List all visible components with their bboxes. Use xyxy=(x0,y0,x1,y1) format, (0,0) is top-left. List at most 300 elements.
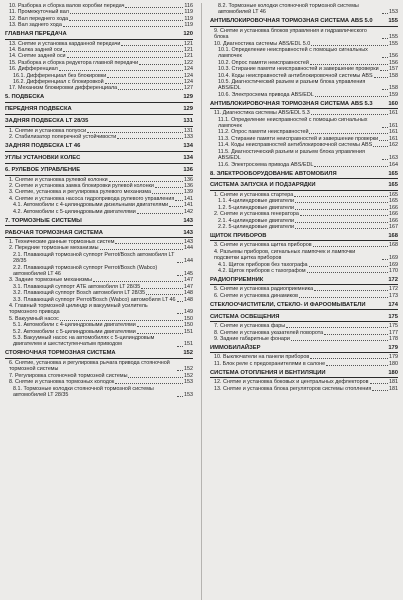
toc-entry-title: 4.2. Автомобили с 5-цилиндровыми двигателями xyxy=(13,208,136,215)
toc-page-number: 142 xyxy=(184,208,193,215)
toc-leader-dots xyxy=(295,202,388,203)
toc-leader-dots xyxy=(117,138,183,139)
toc-entry-title: 16.2. Дифференциал с блокировкой xyxy=(13,79,104,86)
toc-entry-title: 6. Снятие, установка и регулировка рычага привода стояночной тормозной системы xyxy=(9,359,170,373)
toc-page-number: 129 xyxy=(183,94,193,101)
toc-leader-dots xyxy=(382,13,388,14)
toc-leader-dots xyxy=(137,213,183,214)
toc-entry-title: 2.2. Плавающий тормозной суппорт Perrot/Bosch (Wabco) автомобилей LT 46 xyxy=(13,264,158,278)
toc-page-number: 131 xyxy=(183,118,193,125)
toc-entry-title: 2. Передние тормозные механизмы xyxy=(9,245,99,252)
toc-leader-dots xyxy=(372,390,388,391)
toc-entry-title: 2. Стабилизатор поперечной устойчивости xyxy=(9,134,117,141)
toc-leader-dots xyxy=(115,383,183,384)
toc-page-number: 164 xyxy=(389,161,398,168)
toc-entry-title: 1.1. 4-цилиндровые двигатели xyxy=(218,198,295,205)
toc-entry xyxy=(210,361,398,367)
toc-entry-title: 11.1. Определение неисправностей с помощью сигнальных лампочек xyxy=(218,116,368,130)
toc-entry-title: 4. Главный тормозной цилиндр и вакуумный усилитель тормозного привода xyxy=(9,303,148,316)
toc-leader-dots xyxy=(121,45,183,46)
toc-leader-dots xyxy=(137,333,183,334)
toc-page-number: 136 xyxy=(184,182,193,189)
toc-page-number: 165 xyxy=(388,170,398,177)
toc-page-number: 179 xyxy=(389,354,398,361)
toc-entry xyxy=(210,3,398,16)
toc-entry xyxy=(5,360,193,373)
toc-leader-dots xyxy=(309,266,389,267)
toc-entry-title: 11.3. Стирание памяти неисправностей и завершение проверки xyxy=(218,135,379,142)
toc-leader-dots xyxy=(177,262,183,263)
toc-section-heading xyxy=(5,94,193,102)
toc-page-number: 152 xyxy=(183,350,193,357)
toc-entry xyxy=(210,28,398,41)
toc-entry-title: 5. Вакуумный насос xyxy=(9,315,59,322)
toc-leader-dots xyxy=(313,246,388,247)
toc-entry-title: 9. Снятие и установка блоков управления и гидравлического блока xyxy=(214,27,367,41)
toc-page-number: 178 xyxy=(389,335,398,342)
toc-entry xyxy=(210,117,398,130)
toc-page-number: 152 xyxy=(184,366,193,373)
toc-entry-title: РАДИОПРИЕМНИК xyxy=(210,276,264,283)
toc-page-number: 144 xyxy=(184,258,193,265)
toc-page-number: 175 xyxy=(388,313,398,320)
toc-page-number: 177 xyxy=(389,329,398,336)
toc-entry-title: 2. Снятие и установка генератора xyxy=(214,211,299,218)
toc-entry xyxy=(210,386,398,392)
toc-entry-title: 8. Снятие и установка тормозных колодок xyxy=(9,379,115,386)
toc-page-number: 148 xyxy=(184,290,193,297)
toc-entry-title: 8.2. Тормозные колодки стояночной тормозной системы автомобилей LT 46 xyxy=(218,3,359,16)
toc-entry-title: АНТИБЛОКИРОВОЧНАЯ ТОРМОЗНАЯ СИСТЕМА ABS 5.0 xyxy=(210,18,373,25)
toc-page-number: 156 xyxy=(389,59,398,66)
toc-section-heading xyxy=(210,370,398,378)
toc-entry-title: 10.2. Опрос памяти неисправностей xyxy=(218,59,309,66)
toc-page-number: 166 xyxy=(389,217,398,224)
toc-section-heading xyxy=(5,143,193,151)
toc-entry-title: ГЛАВНАЯ ПЕРЕДАЧА xyxy=(5,31,67,38)
toc-entry-title: 4.1. Щиток приборов без тахографа xyxy=(218,261,308,268)
toc-section-heading xyxy=(5,350,193,358)
toc-page-number: 136 xyxy=(184,176,193,183)
toc-section-heading xyxy=(5,218,193,226)
toc-entry-title: СИСТЕМА ЗАПУСКА И ПОДЗАРЯДКИ xyxy=(210,182,316,189)
toc-leader-dots xyxy=(379,140,388,141)
toc-page-number: 161 xyxy=(389,123,398,130)
toc-leader-dots xyxy=(315,96,388,97)
toc-page-number: 143 xyxy=(183,217,193,224)
toc-entry-title: 10. Разборка и сборка валов коробки передач xyxy=(9,3,125,9)
toc-page-number: 127 xyxy=(184,85,193,92)
toc-page-number: 172 xyxy=(389,286,398,293)
toc-leader-dots xyxy=(326,365,388,366)
toc-page-number: 139 xyxy=(184,189,193,196)
toc-page-number: 165 xyxy=(388,182,398,189)
toc-page-number: 121 xyxy=(184,47,193,54)
toc-leader-dots xyxy=(137,326,183,327)
toc-section-heading xyxy=(210,277,398,285)
toc-section-heading xyxy=(5,118,193,126)
toc-entry-title: ЩИТОК ПРИБОРОВ xyxy=(210,232,267,239)
toc-entry xyxy=(5,209,193,215)
toc-entry-title: 13. Снятие и установка блока регуляторов системы отопления xyxy=(214,385,372,392)
toc-entry-title: ПЕРЕДНЯЯ ПОДВЕСКА xyxy=(5,106,72,113)
toc-column-right xyxy=(210,3,398,600)
toc-leader-dots xyxy=(291,340,388,341)
toc-leader-dots xyxy=(382,38,388,39)
toc-page-number: 153 xyxy=(184,391,193,398)
toc-page-number: 168 xyxy=(388,232,398,239)
toc-leader-dots xyxy=(67,57,183,58)
toc-entry-title: 3.2. Плавающий суппорт Bosch автомобиля LT 28/35 xyxy=(13,290,146,297)
toc-leader-dots xyxy=(382,127,388,128)
toc-entry-title: 10.1. Определение неисправностей с помощью сигнальных лампочек xyxy=(218,47,368,60)
toc-page-number: 131 xyxy=(184,127,193,134)
toc-page-number: 165 xyxy=(389,198,398,205)
toc-leader-dots xyxy=(324,334,388,335)
toc-leader-dots xyxy=(107,77,183,78)
toc-entry xyxy=(210,336,398,342)
toc-page-number: 144 xyxy=(184,245,193,252)
toc-leader-dots xyxy=(118,89,183,90)
toc-page-number: 167 xyxy=(389,223,398,230)
toc-section-heading xyxy=(5,230,193,238)
toc-page-number: 173 xyxy=(389,292,398,299)
toc-page-number: 158 xyxy=(389,72,398,79)
toc-section-heading xyxy=(210,182,398,190)
toc-entry xyxy=(5,386,193,399)
toc-entry-title: УГЛЫ УСТАНОВКИ КОЛЕС xyxy=(5,155,81,162)
toc-leader-dots xyxy=(93,281,183,282)
toc-leader-dots xyxy=(311,114,388,115)
toc-leader-dots xyxy=(295,228,388,229)
toc-page-number: 121 xyxy=(184,53,193,60)
toc-leader-dots xyxy=(155,187,183,188)
toc-leader-dots xyxy=(307,272,388,273)
toc-page-number: 156 xyxy=(389,53,398,60)
toc-leader-dots xyxy=(299,297,388,298)
toc-page-number: 153 xyxy=(389,9,398,16)
toc-leader-dots xyxy=(70,13,184,14)
toc-entry-title: 5. ПОДВЕСКА xyxy=(5,94,45,101)
toc-page-number: 172 xyxy=(388,276,398,283)
toc-entry-title: 17. Механизм блокировки дифференциала xyxy=(9,85,118,92)
toc-leader-dots xyxy=(295,209,388,210)
toc-entry-title: 7. Снятие и установка фары xyxy=(214,323,286,330)
toc-entry-title: 2.2. 5-цилиндровые двигатели xyxy=(218,223,295,230)
toc-entry xyxy=(5,303,193,316)
toc-page-number: 170 xyxy=(389,267,398,274)
toc-entry xyxy=(5,134,193,140)
toc-entry-title: 1. Снятие и установка стартера xyxy=(214,191,294,198)
toc-entry-title: 11. Блок реле с предохранителями в салоне xyxy=(214,360,326,367)
toc-page-number: 145 xyxy=(184,271,193,278)
toc-leader-dots xyxy=(105,83,183,84)
toc-page-number: 161 xyxy=(389,135,398,142)
toc-page-number: 121 xyxy=(184,40,193,47)
toc-entry-title: 2. Снятие и установка замка блокировки рулевой колонки xyxy=(9,182,154,189)
toc-entry-title: 4.2. Щиток приборов с тахографом xyxy=(218,267,306,274)
toc-entry xyxy=(210,268,398,274)
toc-page-number: 162 xyxy=(389,142,398,149)
toc-entry xyxy=(210,162,398,168)
toc-page-number: 160 xyxy=(388,100,398,107)
toc-section-heading xyxy=(210,18,398,26)
toc-section-heading xyxy=(5,155,193,163)
toc-entry xyxy=(210,79,398,92)
toc-entry-title: 8. Снятие и установка указателей поворота xyxy=(214,329,324,336)
toc-entry-title: 5.1. Автомобили с 4-цилиндровыми двигателями xyxy=(13,322,136,329)
toc-section-heading xyxy=(210,101,398,109)
toc-leader-dots xyxy=(152,193,183,194)
toc-entry xyxy=(210,92,398,98)
toc-leader-dots xyxy=(109,181,183,182)
toc-entry-title: АНТИБЛОКИРОВОЧНАЯ ТОРМОЗНАЯ СИСТЕМА ABS 5.3 xyxy=(210,100,373,107)
toc-page-number: 119 xyxy=(184,15,193,22)
toc-leader-dots xyxy=(139,64,183,65)
toc-page-number: 141 xyxy=(184,195,193,202)
toc-leader-dots xyxy=(380,70,388,71)
toc-page-number: 136 xyxy=(183,167,193,174)
toc-entry-title: 3. Снятие и установка щитка приборов xyxy=(214,242,312,249)
toc-page-number: 151 xyxy=(184,341,193,348)
toc-entry-title: 16.1. Дифференциал без блокировки xyxy=(13,72,107,79)
toc-entry-title: 10.3. Стирание памяти неисправностей и завершение проверки xyxy=(218,66,379,73)
toc-page-number: 181 xyxy=(389,385,398,392)
toc-page-number: 174 xyxy=(388,301,398,308)
toc-entry-title: 7. Регулировка стояночной тормозной системы xyxy=(9,372,128,379)
toc-leader-dots xyxy=(59,70,183,71)
toc-entry-title: 5. Снятие и установка радиоприемника xyxy=(214,286,314,293)
toc-page-number: 143 xyxy=(183,229,193,236)
toc-leader-dots xyxy=(382,57,388,58)
toc-entry xyxy=(210,149,398,162)
toc-leader-dots xyxy=(141,288,183,289)
toc-leader-dots xyxy=(294,196,388,197)
toc-leader-dots xyxy=(177,313,183,314)
toc-entry-title: 6. РУЛЕВОЕ УПРАВЛЕНИЕ xyxy=(5,167,81,174)
toc-section-heading xyxy=(5,106,193,114)
toc-leader-dots xyxy=(300,215,388,216)
toc-section-heading xyxy=(210,314,398,322)
toc-page-number: 120 xyxy=(183,31,193,38)
toc-page-number: 147 xyxy=(184,277,193,284)
toc-page-number: 180 xyxy=(389,360,398,367)
toc-leader-dots xyxy=(286,327,388,328)
toc-entry-title: 10.6. Электросхема привода ABS/EDL xyxy=(218,91,314,98)
toc-entry-title: СТОЯНОЧНАЯ ТОРМОЗНАЯ СИСТЕМА xyxy=(5,350,116,357)
toc-leader-dots xyxy=(177,396,183,397)
toc-page-number: 122 xyxy=(184,59,193,66)
toc-entry xyxy=(210,293,398,299)
toc-page-number: 147 xyxy=(184,283,193,290)
toc-entry-title: 3. Задние тормозные механизмы xyxy=(9,277,93,284)
toc-leader-dots xyxy=(373,146,388,147)
toc-entry-title: 5.3. Вакуумный насос на автомобилях с 5-цилиндровым двигателем и шестиступенчатым приводом xyxy=(13,335,155,348)
toc-entry-title: 14. Балка задней оси xyxy=(9,47,63,54)
toc-page-number: 155 xyxy=(389,40,398,47)
toc-leader-dots xyxy=(63,51,183,52)
toc-entry-title: 1. Снятие и установка полуоси xyxy=(9,127,87,134)
toc-entry xyxy=(5,252,193,265)
toc-page-number: 166 xyxy=(389,211,398,218)
toc-entry-title: 11.4. Коды неисправностей антиблокировочной системы ABS xyxy=(218,142,373,149)
toc-entry-title: 4. Снятие и установка насоса гидропривода рулевого управления xyxy=(9,195,175,202)
toc-page-number: 141 xyxy=(184,202,193,209)
toc-page-number: 168 xyxy=(389,242,398,249)
toc-page-number: 134 xyxy=(183,155,193,162)
toc-entry-title: 9. Задние габаритные фонари xyxy=(214,335,290,342)
toc-entry-title: 6. Снятие и установка динамиков xyxy=(214,292,298,299)
toc-entry-title: 3.1. Плавающий суппорт ATE автомобиля LT 28/35 xyxy=(13,283,141,290)
toc-page-number: 153 xyxy=(184,379,193,386)
toc-page-number: 149 xyxy=(184,309,193,316)
toc-entry xyxy=(210,224,398,230)
toc-entry-title: 16. Дифференциал xyxy=(9,66,58,73)
toc-section-heading xyxy=(210,302,398,310)
toc-page-number: 175 xyxy=(389,323,398,330)
toc-page-number: 169 xyxy=(389,261,398,268)
toc-entry-title: 8. ЭЛЕКТРООБОРУДОВАНИЕ АВТОМОБИЛЯ xyxy=(210,170,337,177)
toc-leader-dots xyxy=(177,346,183,347)
toc-leader-dots xyxy=(169,206,183,207)
toc-leader-dots xyxy=(310,358,388,359)
toc-page-number: 158 xyxy=(389,85,398,92)
toc-entry-title: 10. Выключатели на панели приборов xyxy=(214,354,310,361)
toc-entry-title: 13. Вал заднего хода xyxy=(9,22,62,29)
toc-section-heading xyxy=(210,345,398,353)
toc-page-number: 124 xyxy=(184,66,193,73)
toc-page-number: 165 xyxy=(389,191,398,198)
toc-leader-dots xyxy=(310,64,388,65)
toc-page-number: 180 xyxy=(388,369,398,376)
toc-section-heading xyxy=(210,171,398,179)
toc-entry-title: 11.5. Диагностический разъем и разъем блока управления ABS/EDL xyxy=(218,148,365,162)
toc-column-left xyxy=(5,3,193,600)
toc-page-number: 150 xyxy=(184,322,193,329)
toc-entry-title: 8.1. Тормозные колодки стояночной тормозной системы автомобилей LT 28/35 xyxy=(13,385,154,398)
toc-leader-dots xyxy=(314,290,388,291)
toc-page-number: 124 xyxy=(184,72,193,79)
toc-leader-dots xyxy=(100,249,184,250)
toc-entry-title: 3.3. Плавающий суппорт Perrot/Bosch (Wabco) автомобиля LT 46 xyxy=(13,296,176,303)
toc-entry-title: 2.1. Плавающий тормозной суппорт Perrot/Bosch автомобиля LT 28/35 xyxy=(13,251,175,265)
toc-leader-dots xyxy=(177,275,183,276)
toc-entry-title: 14. Снятие задней оси xyxy=(9,53,66,60)
toc-page-number: 124 xyxy=(184,79,193,86)
toc-entry-title: 4.1. Автомобили с 4-цилиндровыми дизельными двигателями xyxy=(13,202,169,209)
toc-leader-dots xyxy=(128,377,183,378)
toc-entry-title: 1. Технические данные тормозных систем xyxy=(9,238,115,245)
toc-entry xyxy=(210,47,398,60)
toc-entry-title: 1. Снятие и установка рулевой колонки xyxy=(9,176,108,183)
column-divider xyxy=(201,3,202,600)
toc-leader-dots xyxy=(175,200,183,201)
toc-entry-title: 7. ТОРМОЗНЫЕ СИСТЕМЫ xyxy=(5,217,82,224)
toc-leader-dots xyxy=(295,222,388,223)
toc-entry-title: СИСТЕМА ОТОПЛЕНИЯ И ВЕНТИЛЯЦИИ xyxy=(210,369,326,376)
toc-entry xyxy=(5,265,193,278)
toc-page-number: 134 xyxy=(183,143,193,150)
toc-leader-dots xyxy=(87,132,183,133)
toc-page-number: 159 xyxy=(389,91,398,98)
toc-page-number: 119 xyxy=(184,9,193,16)
toc-entry-title: ЗАДНЯЯ ПОДВЕСКА LT 28/35 xyxy=(5,118,89,125)
toc-entry xyxy=(210,249,398,262)
toc-entry-title: 11. Диагностика системы ABS/EDL 5.3 xyxy=(214,110,310,117)
toc-leader-dots xyxy=(382,89,388,90)
toc-leader-dots xyxy=(115,243,183,244)
toc-entry-title: ИММОБИЛАЙЗЕР xyxy=(210,344,261,351)
toc-leader-dots xyxy=(311,45,388,46)
toc-entry-title: 1.2. 5-цилиндровые двигатели xyxy=(218,204,295,211)
toc-page-number: 129 xyxy=(183,106,193,113)
toc-leader-dots xyxy=(177,301,183,302)
toc-page-number: 181 xyxy=(389,379,398,386)
toc-page-number: 179 xyxy=(388,344,398,351)
toc-entry-title: 5.2. Автомобили с 5-цилиндровыми двигателями xyxy=(13,328,136,335)
toc-entry-title: 10.4. Коды неисправностей антиблокировочной системы ABS xyxy=(218,72,373,79)
toc-entry-title: 10. Диагностика системы ABS/EDL 5.0 xyxy=(214,40,311,47)
toc-page-number: 148 xyxy=(184,296,193,303)
toc-page-number: 150 xyxy=(184,315,193,322)
toc-section-heading xyxy=(210,233,398,241)
toc-entry-title: СТЕКЛООЧИСТИТЕЛИ, СТЕКЛО- И ФАРООМЫВАТЕЛИ xyxy=(210,301,366,308)
toc-entry-title: 4. Разъемы приборов, сигнальных лампочек и лампочки подсветки щитка приборов xyxy=(214,248,356,262)
toc-leader-dots xyxy=(314,166,388,167)
toc-entry-title: СИСТЕМА ОСВЕЩЕНИЯ xyxy=(210,313,280,320)
toc-leader-dots xyxy=(370,383,388,384)
toc-page-number: 155 xyxy=(388,18,398,25)
toc-leader-dots xyxy=(60,320,183,321)
toc-entry-title: 12. Вал переднего хода xyxy=(9,15,69,22)
toc-page-number: 155 xyxy=(389,34,398,41)
toc-section-heading xyxy=(5,167,193,175)
toc-leader-dots xyxy=(63,26,184,27)
toc-entry-title: 12. Снятие и установка боковых и центральных дефлекторов xyxy=(214,379,369,386)
toc-page-number: 116 xyxy=(184,3,193,9)
toc-page-number: 157 xyxy=(389,66,398,73)
toc-page-number: 152 xyxy=(184,372,193,379)
toc-page-number: 161 xyxy=(389,110,398,117)
toc-page-number: 133 xyxy=(184,134,193,141)
toc-entry-title: 10.5. Диагностический разъем и разъем блока управления ABS/EDL xyxy=(218,79,366,92)
toc-page-number: 166 xyxy=(389,204,398,211)
toc-entry-title: 11.6. Электросхема привода ABS/EDL xyxy=(218,161,314,168)
toc-page-number: 169 xyxy=(389,255,398,262)
toc-entry-title: 11.2. Опрос памяти неисправностей xyxy=(218,129,309,136)
toc-leader-dots xyxy=(382,259,388,260)
toc-leader-dots xyxy=(177,370,183,371)
toc-entry xyxy=(5,85,193,91)
toc-entry xyxy=(5,22,193,28)
toc-entry xyxy=(5,335,193,348)
toc-entry-title: 11. Промежуточный вал xyxy=(9,9,69,16)
toc-leader-dots xyxy=(374,77,388,78)
toc-page-number: 119 xyxy=(184,22,193,29)
toc-page-number: 161 xyxy=(389,129,398,136)
toc-leader-dots xyxy=(146,294,183,295)
toc-page-number: 143 xyxy=(184,238,193,245)
toc-page-number: 163 xyxy=(389,155,398,162)
toc-page-number: 151 xyxy=(184,328,193,335)
toc-entry-title: 15. Разборка и сборка редуктора главной передачи xyxy=(9,59,139,66)
toc-entry-title: 2.1. 4-цилиндровые двигатели xyxy=(218,217,295,224)
toc-entry-title: 3. Снятие, установка и регулировка рулевого механизма xyxy=(9,189,152,196)
toc-section-heading xyxy=(5,31,193,39)
toc-leader-dots xyxy=(125,7,183,8)
toc-leader-dots xyxy=(382,159,388,160)
toc-leader-dots xyxy=(69,20,183,21)
